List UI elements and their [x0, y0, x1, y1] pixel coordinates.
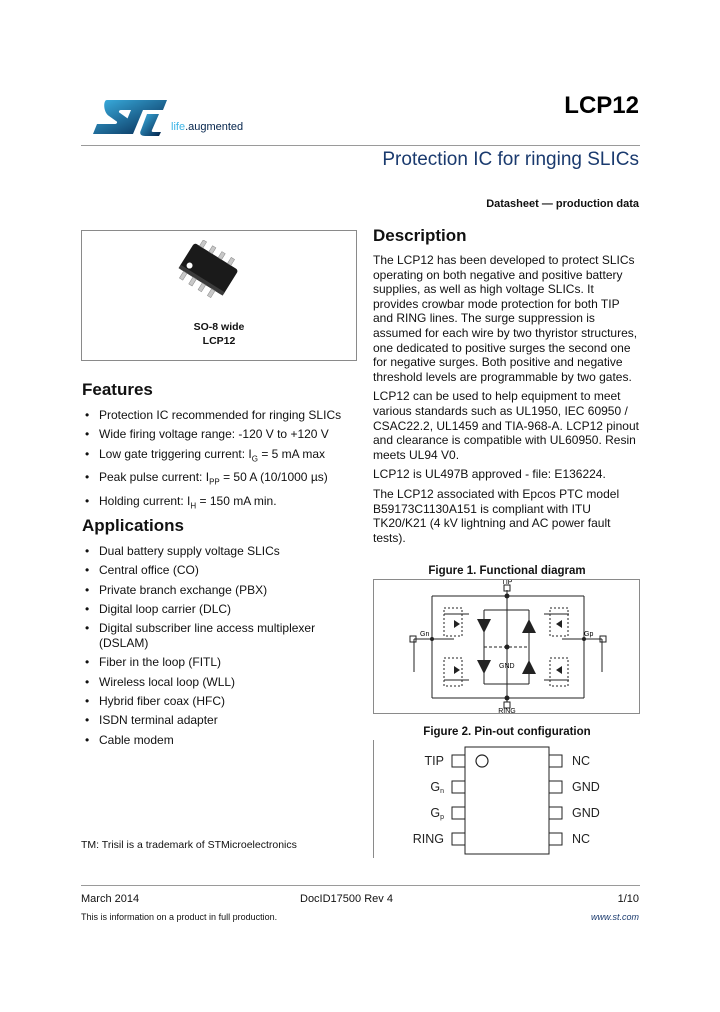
- package-caption: [81, 320, 357, 348]
- header-divider: [81, 145, 640, 146]
- fig1-label-tip: TIP: [501, 580, 513, 586]
- pin7-label: GND: [572, 780, 600, 794]
- application-item: • Digital subscriber line access multiplexer (DSLAM): [82, 621, 362, 651]
- pin8-label: NC: [572, 754, 591, 768]
- package-name: SO-8 wide: [193, 321, 245, 333]
- pin4-label: RING: [412, 832, 444, 846]
- trademark-note: TM: Trisil is a trademark of STMicroelectronics: [81, 839, 297, 851]
- feature-item: • Low gate triggering current: $I_G = 5$ mA max: [82, 447, 362, 466]
- fig1-label-gp: Gp: [584, 631, 594, 638]
- st-logo: [91, 98, 171, 136]
- application-item: • Hybrid fiber coax (HFC): [82, 694, 362, 709]
- pin1-label: TIP: [424, 754, 444, 768]
- feature-item: • Wide firing voltage range: -120 V to +120 V: [82, 427, 362, 442]
- fig1-label-gn: Gn: [420, 631, 430, 638]
- applications-heading: Applications: [82, 516, 185, 535]
- application-item: • ISDN terminal adapter: [82, 713, 362, 728]
- description-heading: Description: [373, 226, 467, 245]
- description-paragraph: The LCP12 associated with Epcos PTC model B59173C1130A151 is compliant with ITU TK20/K21 (4 kV lightning and AC power fault tests).: [373, 486, 620, 545]
- application-item: • Central office (CO): [82, 563, 362, 578]
- application-item: • Dual battery supply voltage SLICs: [82, 544, 362, 559]
- footer-production-info: This is information on a product in full production.: [81, 912, 278, 922]
- pinout-diagram: [374, 740, 639, 858]
- description-paragraph: LCP12 is UL497B approved - file: E136224.: [373, 467, 606, 482]
- description-body: [373, 253, 641, 550]
- application-item: • Fiber in the loop (FITL): [82, 655, 362, 670]
- figure2-title: Figure 2. Pin-out configuration: [423, 726, 591, 738]
- pin2-label: Gn: [430, 780, 444, 795]
- package-part: LCP12: [202, 335, 236, 347]
- description-paragraph: LCP12 can be used to help equipment to meet various standards such as UL1950, IEC 60950 / CSAC22.2, UL1459 and TIA-968-A. LCP12 pinout and clearance is compatible with UL60950. Resin meets UL94 V0.: [373, 389, 639, 462]
- pin5-label: NC: [572, 832, 591, 846]
- pin3-label: Gp: [430, 806, 444, 821]
- description-paragraph: The LCP12 has been developed to protect SLICs operating on both negative and positive battery supplies, as well as high voltage SLICs. It provides crowbar mode protection for both TIP and RING lines. The surge suppression is assumed for each wire by two thyristor structures, one dedicated to positive surges the second one for negative surges. Both positive and negative threshold levels are programmable by two gates.: [373, 253, 638, 384]
- application-item: • Digital loop carrier (DLC): [82, 602, 362, 617]
- part-number: LCP12: [564, 92, 639, 119]
- document-subtitle: Protection IC for ringing SLICs: [382, 149, 639, 170]
- functional-diagram: [374, 580, 639, 713]
- features-list: [82, 408, 362, 518]
- feature-item: • Holding current: $I_H = 150$ mA min.: [82, 494, 362, 513]
- brand-tagline: [171, 121, 243, 133]
- footer-date: March 2014: [81, 893, 140, 905]
- tagline-life: life: [171, 121, 186, 133]
- pin6-label: GND: [572, 806, 600, 820]
- tagline-rest: .augmented: [185, 121, 244, 133]
- applications-list: [82, 544, 362, 752]
- fig1-label-ring: RING: [498, 708, 516, 713]
- so8-package-image: [168, 240, 248, 302]
- datasheet-label: Datasheet — production data: [486, 198, 639, 210]
- footer-page-number: 1/10: [617, 893, 639, 905]
- application-item: • Private branch exchange (PBX): [82, 583, 362, 598]
- feature-item: • Protection IC recommended for ringing SLICs: [82, 408, 362, 423]
- application-item: • Wireless local loop (WLL): [82, 675, 362, 690]
- footer-website-link[interactable]: www.st.com: [590, 912, 639, 922]
- feature-item: • Peak pulse current: $I_{PP} = 50$ A (10/1000 µs): [82, 470, 362, 489]
- fig1-label-gnd: GND: [499, 663, 515, 670]
- figure1-title: Figure 1. Functional diagram: [428, 565, 586, 577]
- features-heading: Features: [82, 380, 153, 399]
- footer-doc-id: DocID17500 Rev 4: [300, 893, 393, 905]
- footer-divider: [81, 885, 640, 886]
- application-item: • Cable modem: [82, 733, 362, 748]
